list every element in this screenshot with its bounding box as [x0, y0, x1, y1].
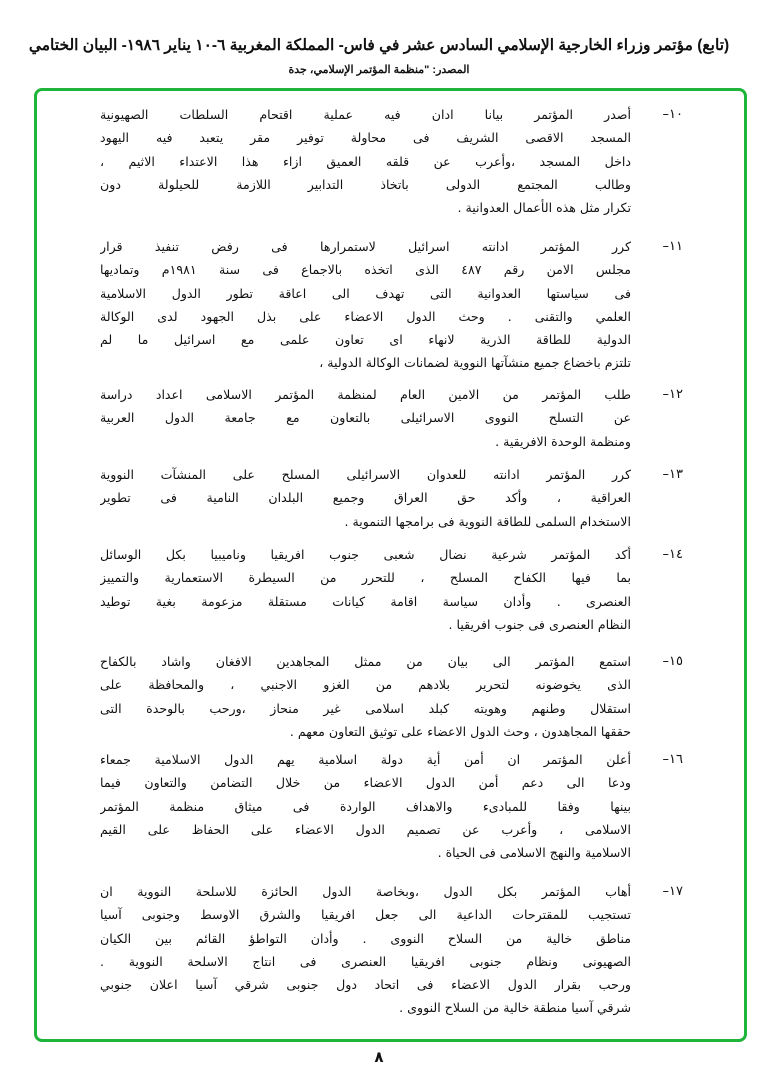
text-line: بينها وفقا للمبادىء والاهداف الواردة فى ميثاق منظمة المؤتمر [100, 798, 631, 814]
text-line: مناطق خالية من السلاح النووى . وأدان التواطؤ القائم بين الكيان [100, 930, 631, 946]
text-line: الدولية للطاقة الذرية لانهاء اى تعاون علمى مع اسرائيل ما لم [100, 332, 631, 348]
paragraph-number: ١١– [662, 239, 683, 254]
paragraph-number: ١٢– [662, 387, 683, 402]
text-line: استمع المؤتمر الى بيان من ممثل المجاهدين الافغان واشاد بالكفاح [100, 654, 631, 669]
numbered-paragraph [100, 463, 683, 533]
text-line: أعلن المؤتمر ان أمن أية دولة اسلامية يهم الدول الاسلامية جمعاء [100, 752, 631, 767]
paragraph-body [100, 463, 631, 533]
paragraph-number: ١٣– [662, 467, 683, 482]
text-line: ورحب بقرار الدول الاعضاء فى اتحاد دول جنوبى شرقي آسيا اعلان جنوبي [100, 977, 631, 993]
paragraph-number: ١٤– [662, 547, 683, 562]
paragraph-body [100, 880, 631, 1020]
text-line: كرر المؤتمر ادانته للعدوان الاسرائيلى المسلح على المنشآت النووية [100, 467, 631, 482]
paragraph-body [100, 748, 631, 864]
text-line: شرقي آسيا منطقة خالية من السلاح النووى . [399, 1000, 631, 1016]
paragraph-number: ١٠– [662, 107, 683, 122]
paragraph-body [100, 650, 631, 743]
text-line: العلمي والتقنى . وحث الدول الاعضاء على بذل الجهود لدى الوكالة [100, 308, 631, 324]
text-line: استقلال وطنهم وهويته كبلد اسلامى غير منحاز ،ورحب بالوحدة التى [100, 700, 631, 716]
text-line: تستجيب للمقترحات الداعية الى جعل افريقيا والشرق الاوسط وجنوبى آسيا [100, 907, 631, 923]
paragraph-body [100, 103, 631, 219]
numbered-paragraph [100, 235, 683, 375]
paragraph-body [100, 235, 631, 375]
text-line: النظام العنصرى فى جنوب افريقيا . [448, 616, 631, 632]
numbered-paragraph [100, 880, 683, 1020]
text-line: داخل المسجد ،وأعرب عن قلقه العميق ازاء هذا الاعتداء الاثيم ، [100, 153, 631, 169]
text-line: كرر المؤتمر ادانته اسرائيل لاستمرارها فى رفض تنفيذ قرار [100, 239, 631, 254]
paragraph-body [100, 543, 631, 636]
text-line: الاسلامى ، وأعرب عن تصميم الدول الاعضاء على الحفاظ على القيم [100, 821, 631, 837]
numbered-paragraph [100, 103, 683, 219]
text-line: أهاب المؤتمر بكل الدول ،وبخاصة الدول الحائزة للاسلحة النووية ان [100, 884, 631, 899]
text-line: أصدر المؤتمر بيانا ادان فيه عملية اقتحام السلطات الصهيونية [100, 107, 631, 122]
text-line: المسجد الاقصى الشريف فى محاولة توفير مقر يتعبد فيه اليهود [100, 130, 631, 146]
numbered-paragraph [100, 383, 683, 453]
numbered-paragraph [100, 650, 683, 743]
text-line: فى سياستها العدوانية التى تهدف الى اعاقة تطور الدول الاسلامية [100, 285, 631, 301]
text-line: طلب المؤتمر من الامين العام لمنظمة المؤتمر الاسلامى اعداد دراسة [100, 387, 631, 402]
text-line: مجلس الامن رقم ٤٨٧ الذى اتخذه بالاجماع فى سنة ١٩٨١م وتماديها [100, 262, 631, 278]
text-line: وطالب المجتمع الدولى باتخاذ التدابير اللازمة للحيلولة دون [100, 176, 631, 192]
text-line: تكرار مثل هذه الأعمال العدوانية . [457, 200, 631, 216]
text-line: تلتزم باخضاع جميع منشآتها النووية لضمانات الوكالة الدولية ، [319, 355, 631, 371]
numbered-paragraph [100, 543, 683, 636]
text-line: العنصرى . وأدان سياسة اقامة كيانات مستقلة مزعومة بغية توطيد [100, 593, 631, 609]
paragraph-number: ١٦– [662, 752, 683, 767]
text-line: الذى يخوضونه لتحرير بلادهم من الغزو الاجنبي ، والمحافظة على [100, 677, 631, 693]
text-line: عن التسلح النووى الاسرائيلى بالتعاون مع جامعة الدول العربية [100, 410, 631, 426]
text-line: الاستخدام السلمى للطاقة النووية فى برامجها التنموية . [344, 513, 631, 529]
text-line: الصهيونى ونظام جنوبى افريقيا العنصرى فى انتاج الاسلحة النووية . [100, 953, 631, 969]
numbered-paragraph [100, 748, 683, 864]
page-number: ٨ [374, 1048, 384, 1066]
text-line: العراقية ، وأكد حق العراق وجميع البلدان النامية فى تطوير [100, 490, 631, 506]
paragraph-body [100, 383, 631, 453]
text-line: أكد المؤتمر شرعية نضال شعبى جنوب افريقيا وناميبيا بكل الوسائل [100, 547, 631, 562]
document-title: (تابع) مؤتمر وزراء الخارجية الإسلامي السادس عشر في فاس- المملكة المغربية ٦-١٠ يناير ١٩٨٦- البيان الختامي [28, 37, 730, 54]
text-line: الاسلامية والنهج الاسلامى فى الحياة . [437, 845, 631, 861]
text-line: بما فيها الكفاح المسلح ، للتحرر من السيطرة الاستعمارية والتمييز [100, 570, 631, 586]
text-line: ومنظمة الوحدة الافريقية . [495, 433, 631, 449]
paragraph-number: ١٧– [662, 884, 683, 899]
paragraph-number: ١٥– [662, 654, 683, 669]
document-source: المصدر: "منظمة المؤتمر الإسلامي، جدة [288, 64, 470, 76]
text-line: حققها المجاهدون ، وحث الدول الاعضاء على توثيق التعاون معهم . [289, 723, 631, 739]
text-line: ودعا الى دعم أمن الدول الاعضاء من خلال التضامن والتعاون فيما [100, 775, 631, 791]
